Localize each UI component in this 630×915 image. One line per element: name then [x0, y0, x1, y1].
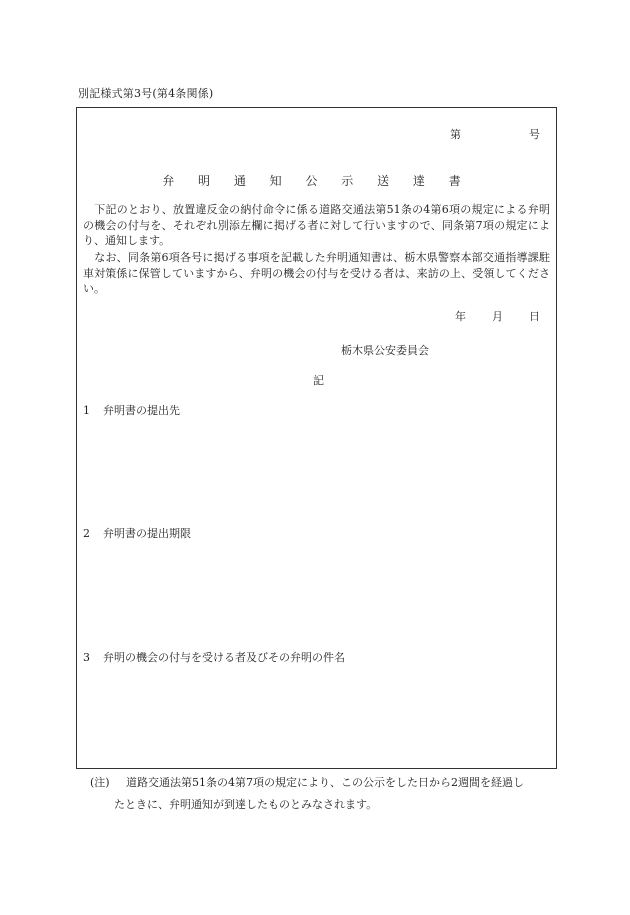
footnote-line-1: 道路交通法第51条の4第7項の規定により、この公示をした日から2週間を経過し [126, 776, 524, 789]
item-submission-deadline: 2 弁明書の提出期限 [83, 527, 191, 540]
date-day: 日 [529, 310, 540, 323]
footnote [90, 772, 560, 816]
footnote-label: (注) [90, 776, 110, 789]
number-prefix: 第 [450, 128, 461, 141]
date-line [455, 308, 540, 324]
date-year: 年 [455, 310, 466, 323]
body-paragraph-1: 下記のとおり、放置違反金の納付命令に係る道路交通法第51条の4第6項の規定による弁明の機会の付与を、それぞれ別添左欄に掲げる者に対して行いますので、同条第7項の規定により、通知します。 [83, 203, 550, 247]
issuer-name: 栃木県公安委員会 [341, 344, 429, 357]
date-month: 月 [492, 310, 503, 323]
document-title: 弁 明 通 知 公 示 送 達 書 [162, 174, 471, 188]
item-submission-destination: 1 弁明書の提出先 [83, 404, 180, 417]
footnote-line-2: たときに、弁明通知が到達したものとみなされます。 [114, 798, 378, 811]
number-suffix: 号 [529, 128, 540, 141]
document-number-line [450, 126, 540, 142]
form-number-label: 別記様式第3号(第4条関係) [78, 87, 214, 100]
document-frame [76, 107, 557, 769]
item-recipient-and-subject: 3 弁明の機会の付与を受ける者及びその弁明の件名 [83, 651, 345, 664]
ki-heading: 記 [313, 374, 324, 387]
body-paragraph-2: なお、同条第6項各号に掲げる事項を記載した弁明通知書は、栃木県警察本部交通指導課駐車対策係に保管していますから、弁明の機会の付与を受ける者は、来訪の上、受領してください。 [83, 251, 550, 295]
